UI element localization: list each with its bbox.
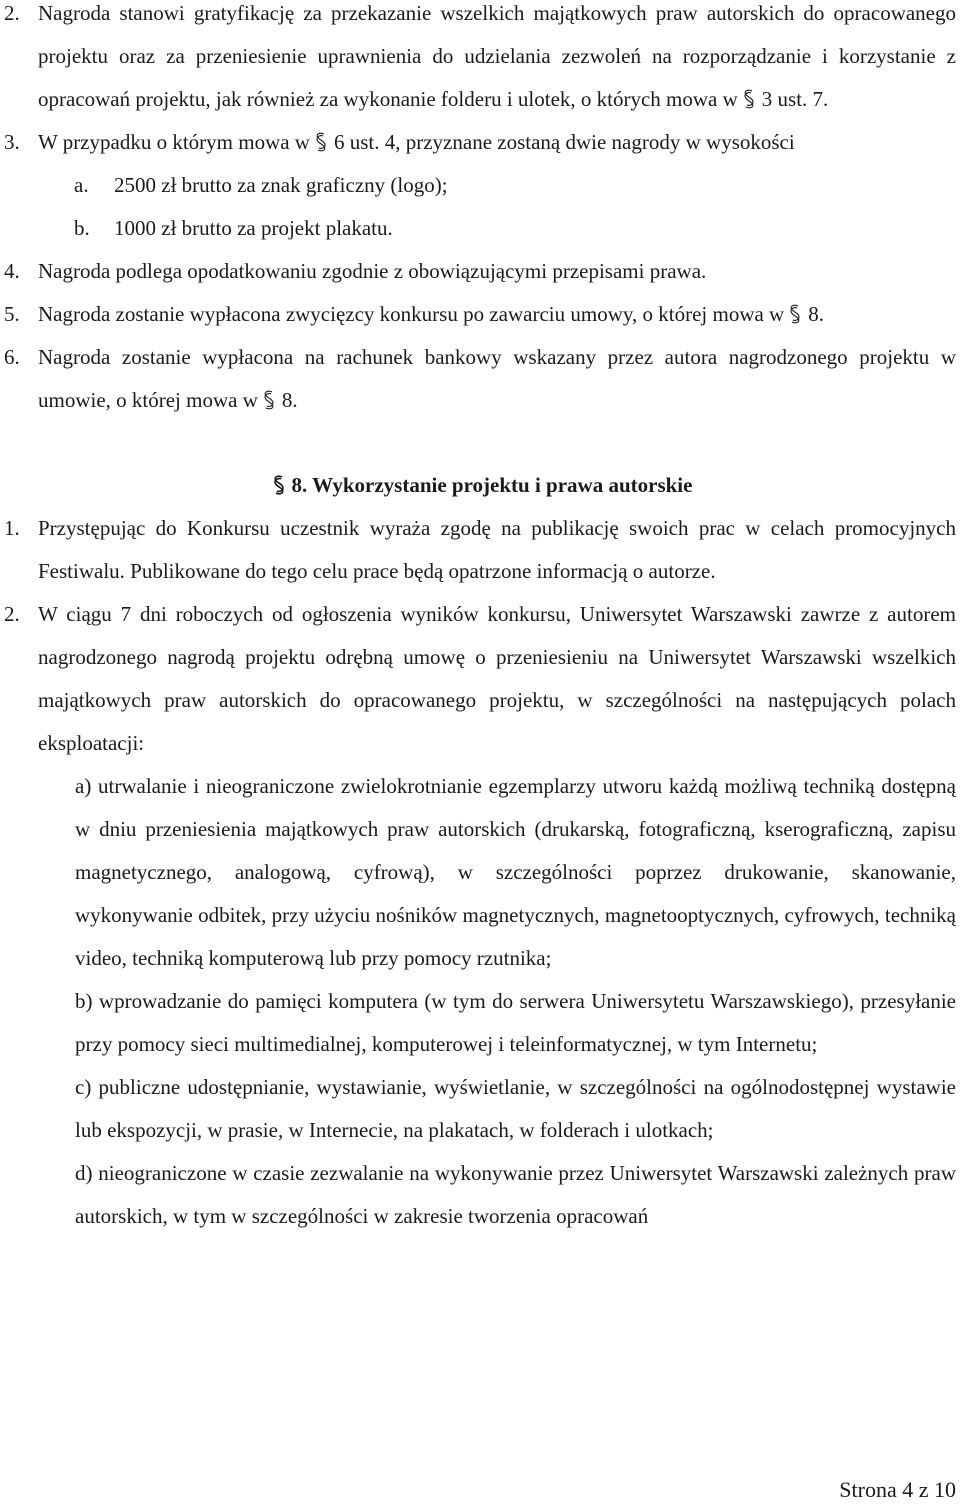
item-2 — [0, 0, 960, 121]
item-5 — [0, 293, 960, 336]
item-text: Nagroda stanowi gratyfikację za przekazanie wszelkich majątkowych praw autorskich do opracowanego projektu oraz za przeniesienie uprawnienia do udzielania zezwoleń na rozporządzanie i korzystanie z opracowań projektu, jak również za wykonanie folderu i ulotek, o których mowa w — [38, 1, 956, 111]
section-sign-icon — [314, 131, 328, 151]
item-number: 6. — [4, 345, 20, 369]
section-paragraph-2 — [0, 593, 960, 765]
spacer — [0, 422, 960, 464]
page-number: Strona 4 z 10 — [839, 1477, 956, 1502]
item-ref: 3 ust. 7. — [761, 87, 829, 111]
item-3 — [0, 121, 960, 164]
section-heading — [0, 464, 960, 507]
item-ref: 8. — [281, 388, 298, 412]
field-of-use-c: c) publiczne udostępnianie, wystawianie, wyświetlanie, w szczególności na ogólnodostępnej wystawie lub ekspozycji, w prasie, w Internecie, na plakatach, w folderach i ulotkach; — [75, 1075, 956, 1142]
sub-item-text: 2500 zł brutto za znak graficzny (logo); — [114, 173, 448, 197]
section-sign-icon — [262, 389, 276, 409]
section-paragraph-1 — [0, 507, 960, 593]
sub-item-letter: a. — [74, 173, 89, 197]
item-text: Przystępując do Konkursu uczestnik wyraża zgodę na publikację swoich prac w celach promocyjnych Festiwalu. Publikowane do tego celu prace będą opatrzone informacją o autorze. — [38, 516, 956, 583]
item-ref: 8. — [808, 302, 824, 326]
item-number: 1. — [4, 516, 20, 540]
field-of-use-d: d) nieograniczone w czasie zezwalanie na wykonywanie przez Uniwersytet Warszawski zależnych praw autorskich, w tym w szczególności w zakresie tworzenia opracowań — [75, 1161, 956, 1228]
item-number: 2. — [4, 602, 20, 626]
field-of-use-a: a) utrwalanie i nieograniczone zwielokrotnianie egzemplarzy utworu każdą możliwą techniką dostępną w dniu przeniesienia majątkowych praw autorskich (drukarską, fotograficzną, kserograficzną, zapisu magnetycznego, analogową, cyfrową), w szczególności poprzez drukowanie, skanowanie, wykonywanie odbitek, przy użyciu nośników magnetycznych, magnetooptycznych, cyfrowych, techniką video, techniką komputerową lub przy pomocy rzutnika; — [75, 774, 956, 970]
item-text: Nagroda podlega opodatkowaniu zgodnie z obowiązującymi przepisami prawa. — [38, 259, 707, 283]
item-4 — [0, 250, 960, 293]
item-text: W ciągu 7 dni roboczych od ogłoszenia wyników konkursu, Uniwersytet Warszawski zawrze z autorem nagrodzonego nagrodą projektu odrębną umowę o przeniesieniu na Uniwersytet Warszawski wszelkich majątkowych praw autorskich do opracowanego projektu, w szczególności na następujących polach eksploatacji: — [38, 602, 956, 755]
sub-item-a — [0, 164, 960, 207]
item-text: Nagroda zostanie wypłacona na rachunek bankowy wskazany przez autora nagrodzonego projektu w umowie, o której mowa w — [38, 345, 956, 412]
item-number: 5. — [4, 302, 20, 326]
item-text: Nagroda zostanie wypłacona zwycięzcy konkursu po zawarciu umowy, o której mowa w — [38, 302, 785, 326]
section-sign-icon — [742, 88, 756, 108]
sub-item-text: 1000 zł brutto za projekt plakatu. — [114, 216, 393, 240]
item-number: 2. — [4, 1, 20, 25]
item-number: 4. — [4, 259, 20, 283]
item-number: 3. — [4, 130, 20, 154]
section-sign-icon — [272, 474, 286, 494]
item-text: W przypadku o którym mowa w — [38, 130, 310, 154]
sub-item-b — [0, 207, 960, 250]
sub-item-letter: b. — [74, 216, 90, 240]
section-sign-icon — [788, 303, 802, 323]
item-text-continued: 6 ust. 4, przyznane zostaną dwie nagrody w wysokości — [333, 130, 795, 154]
section-heading-text: 8. Wykorzystanie projektu i prawa autorskie — [291, 473, 693, 497]
field-of-use-b: b) wprowadzanie do pamięci komputera (w tym do serwera Uniwersytetu Warszawskiego), przesyłanie przy pomocy sieci multimedialnej, komputerowej i teleinformatycznej, w tym Internetu; — [75, 989, 956, 1056]
item-6 — [0, 336, 960, 422]
